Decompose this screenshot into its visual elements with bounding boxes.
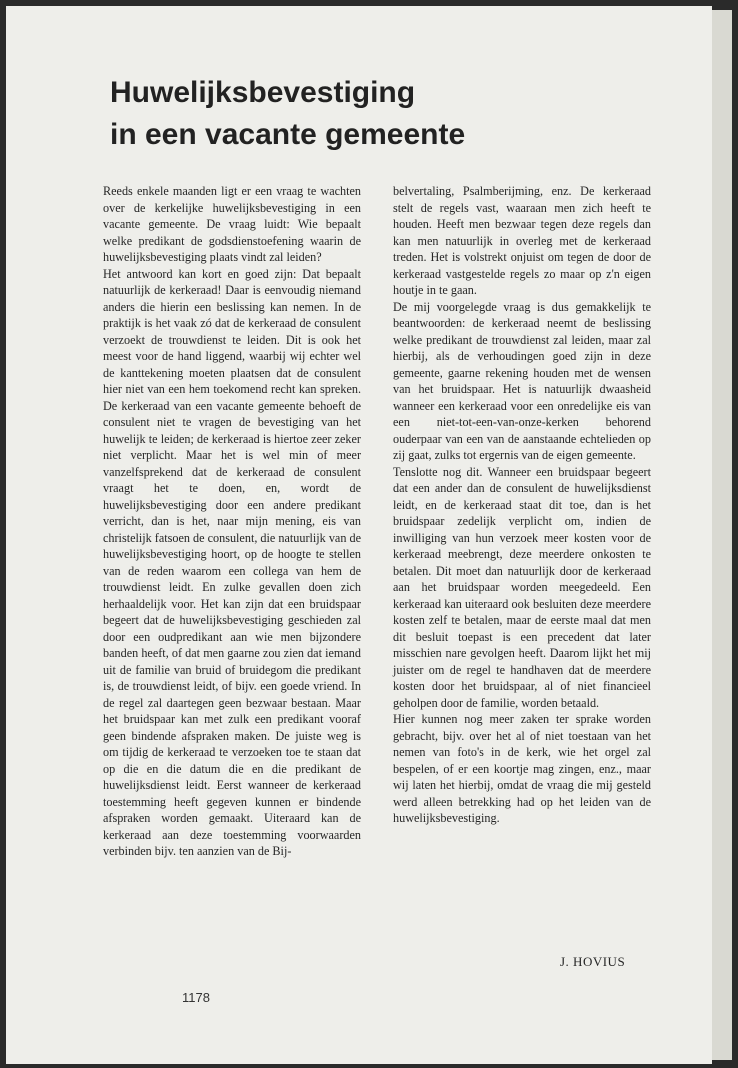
title-line-2: in een vacante gemeente xyxy=(110,118,466,151)
author-signature: J. HOVIUS xyxy=(560,954,626,969)
paragraph: Hier kunnen nog meer zaken ter sprake worden gebracht, bijv. over het al of niet toestaan van het nemen van foto's in de kerk, wie het orgel zal bespelen, of er een koortje mag zingen, enz., maar wij laten het hierbij, omdat de vraag die mij gesteld werd alleen betrekking had op het leiden van de huwelijksbevestiging. xyxy=(393,712,651,825)
paragraph: belvertaling, Psalmberijming, enz. De kerkeraad stelt de regels vast, waaraan men zich heeft te houden. Heeft men bezwaar tegen deze regels dan kan men natuurlijk in overleg met de kerkeraad treden. Het is volstrekt onjuist om tegen de door de kerkeraad vastgestelde regels zo maar op z'n eigen houtje in te gaan. xyxy=(393,184,651,297)
right-column xyxy=(393,183,651,827)
paragraph: Het antwoord kan kort en goed zijn: Dat bepaalt natuurlijk de kerkeraad! Daar is eenvoudig niemand anders die hierin een beslissing kan nemen. In de praktijk is het vaak zó dat de kerkeraad de consulent verzoekt de trouwdienst te leiden. Dit is ook het meest voor de hand liggend, waarbij wij echter wel de kanttekening moeten plaatsen dat de consulent hier niet van een hem toekomend recht kan spreken. De kerkeraad van een vacante gemeente behoeft de consulent niet te vragen de bevestiging van het huwelijk te leiden; de kerkeraad is hiertoe zeer zeker niet verplicht. Maar het is wel min of meer vanzelfsprekend dat de kerkeraad de consulent vraagt het te doen, en, wordt de huwelijksbevestiging door een andere predikant verricht, dan is het, naar mijn mening, eis van christelijk fatsoen de consulent, die natuurlijk van de huwelijksbevestiging hoort, op de hoogte te stellen van de reden waarom een collega van hem de trouwdienst leidt. En zulke gevallen doen zich herhaaldelijk voor. Het kan zijn dat een bruidspaar begeert dat de huwelijksbevestiging geschieden zal door een oudpredikant aan wie men bijzondere banden heeft, of dat men gaarne zou zien dat iemand uit de familie van bruid of bruidegom die predikant is, de trouwdienst leidt, of bijv. een goede vriend. In de regel zal daartegen geen bezwaar bestaan. Maar het bruidspaar kan met zulk een predikant vooraf geen bindende afspraken maken. De juiste weg is om tijdig de kerkeraad te verzoeken toe te staan dat op die en die datum die en die predikant de huwelijksdienst leidt. Eerst wanneer de kerkeraad toestemming heeft gegeven kunnen er bindende afspraken worden gemaakt. Uiteraard kan de kerkeraad aan deze toestemming voorwaarden verbinden bijv. ten aanzien van de Bij- xyxy=(103,266,361,858)
title-line-1: Huwelijksbevestiging xyxy=(110,76,416,109)
paragraph: Reeds enkele maanden ligt er een vraag te wachten over de kerkelijke huwelijksbevestiging in een vacante gemeente. De vraag luidt: Wie bepaalt welke predikant de godsdienstoefening waarin de huwelijksbevestiging plaats vindt zal leiden? xyxy=(103,184,361,264)
adjacent-page-edge xyxy=(712,10,732,1060)
page-number: 1178 xyxy=(182,990,210,1005)
paragraph: De mij voorgelegde vraag is dus gemakkelijk te beantwoorden: de kerkeraad neemt de beslissing welke predikant de trouwdienst zal leiden, maar zal hierbij, als de verhoudingen goed zijn in deze gemeente, gaarne rekening houden met de wensen van het bruidspaar. Het is natuurlijk dwaasheid wanneer een kerkeraad voor een onredelijke eis van een niet-tot-een-van-onze-kerken behorend ouderpaar van een van de aanstaande echtelieden op zij gaat, zulks tot ergernis van de eigen gemeente. xyxy=(393,299,651,462)
article-title xyxy=(110,72,465,156)
paragraph: Tenslotte nog dit. Wanneer een bruidspaar begeert dat een ander dan de consulent de huwelijksdienst leidt, en de kerkeraad staat dit toe, dan is het bruidspaar zedelijk verplicht om, indien de inwilliging van hun verzoek meer kosten voor de kerkeraad meebrengt, deze meerdere onkosten te betalen. Dit moet dan natuurlijk door de kerkeraad aan het bruidspaar worden meegedeeld. Een kerkeraad kan uiteraard ook besluiten deze meerdere kosten zelf te betalen, maar de eerste maal dat men dit besluit toepast is een precedent dat later misschien nare gevolgen heeft. Daarom lijkt het mij juister om de regel te handhaven dat de meerdere kosten door het bruidspaar, al of niet financieel geholpen door de familie, worden betaald. xyxy=(393,464,651,710)
left-column xyxy=(103,183,361,860)
